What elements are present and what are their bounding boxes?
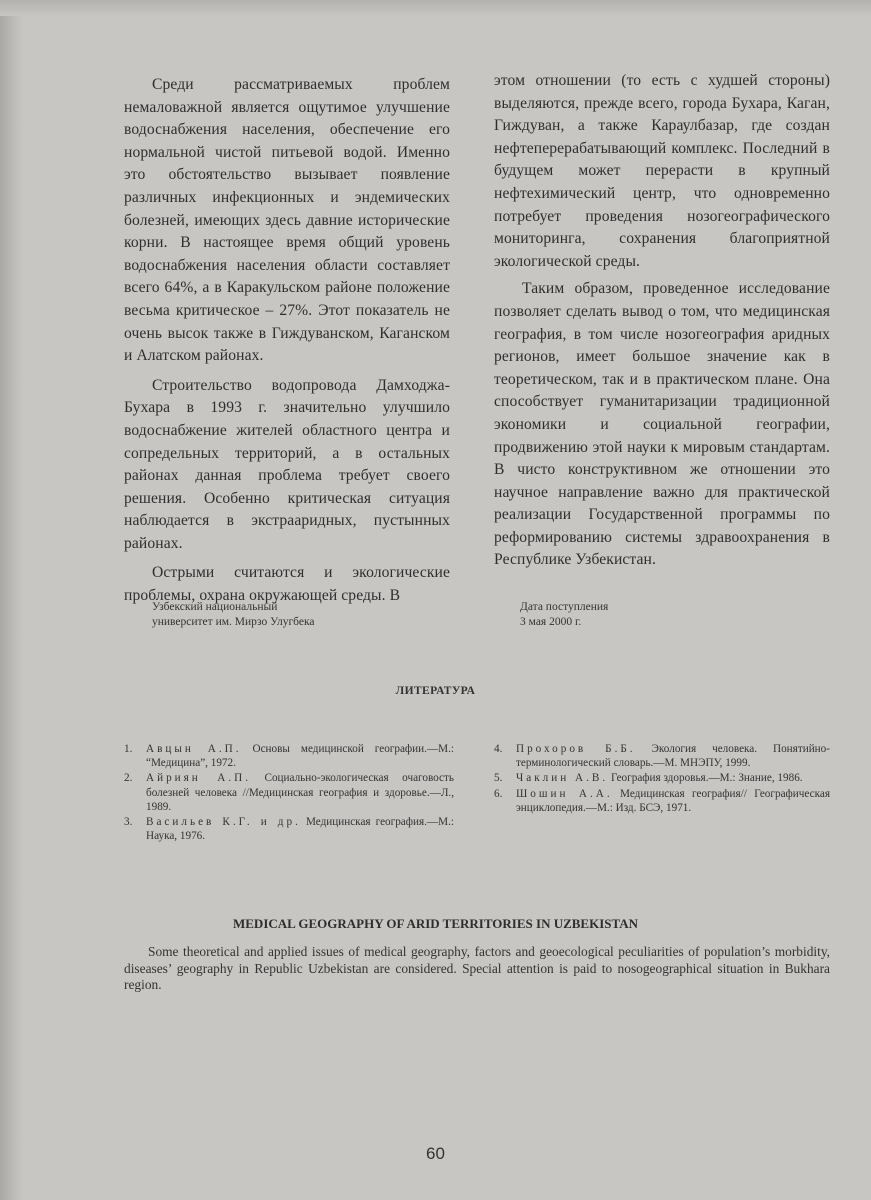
paragraph: Острыми считаются и экологические проблемы, охрана окружающей среды. В [124, 564, 450, 605]
reference-number: 3. [124, 816, 133, 829]
reference-item [494, 742, 830, 770]
abstract-text: Some theoretical and applied issues of medical geography, factors and geoecological peculiarities of population’s morbidity, diseases’ geography in Republic Uzbekistan are considered. Special attention is paid to nosogeographical situation in Bukhara region. [124, 944, 830, 992]
reference-list-left [124, 742, 454, 844]
reference-text: Медицинская география.—М.: Наука, 1976. [146, 816, 454, 843]
paragraph: Таким образом, проведенное исследование позволяет сделать вывод о том, что медицинская география, в том числе нозогеография аридных регионов, имеет большое значение как в теоретическом, так и в практическом плане. Она способствует гуманитаризации традиционной экономики и социальной географии, продвижению этой науки к мировым стандартам. В чисто конструктивном же отношении это научное направление важно для практической реализации Государственной программы по реформированию системы здравоохранения в Республике Узбекистан. [494, 280, 830, 569]
reference-author: Авцын А.П. [146, 743, 242, 755]
reference-author: Шошин А.А. [516, 787, 613, 800]
reference-text: Медицинская география// Географическая энциклопедия.—М.: Изд. БСЭ, 1971. [516, 787, 830, 814]
reference-text: Социально-экологическая очаговость болезней человека //Медицинская география и здоровье.—Л., 1989. [146, 772, 454, 813]
reference-item [494, 771, 830, 785]
reference-item [124, 815, 454, 843]
received-label: Дата поступления [520, 601, 609, 613]
reference-author: Прохоров Б.Б. [516, 743, 636, 755]
page-top-shadow [0, 0, 871, 16]
reference-author: Айриян А.П. [146, 772, 252, 785]
reference-text: Основы медицинской географии.—М.: “Медицина”, 1972. [146, 743, 454, 770]
received-date [520, 600, 720, 629]
affiliation-line: Узбекский национальный [152, 601, 278, 613]
reference-author: Васильев К.Г. и др. [146, 816, 301, 829]
page-number: 60 [426, 1144, 445, 1163]
body-column-left [124, 74, 450, 608]
reference-list-right [494, 742, 830, 816]
body-column-right [494, 70, 830, 572]
reference-number: 6. [494, 787, 503, 800]
literature-heading: ЛИТЕРАТУРА [395, 685, 476, 697]
reference-number: 4. [494, 743, 503, 755]
reference-author: Чаклин А.В. [516, 772, 609, 785]
paragraph: Строительство водопровода Дамходжа-Бухара в 1993 г. значительно улучшило водоснабжение жителей областного центра и сопредельных территорий, а в остальных районах данная проблема требует своего решения. Особенно критическая ситуация наблюдается в экстрааридных, пустынных районах. [124, 376, 450, 552]
page-edge-shadow [0, 0, 24, 1200]
reference-number: 2. [124, 772, 133, 785]
received-value: 3 мая 2000 г. [520, 615, 582, 628]
reference-item [124, 742, 454, 770]
author-affiliation [152, 600, 412, 629]
affiliation-line: университет им. Мирзо Улугбека [152, 615, 315, 628]
reference-number: 1. [124, 743, 133, 755]
reference-item [124, 771, 454, 814]
reference-text: Экология человека. Понятийно-терминологический словарь.—М. МНЭПУ, 1999. [516, 743, 830, 770]
reference-number: 5. [494, 772, 503, 785]
reference-text: География здоровья.—М.: Знание, 1986. [608, 772, 803, 785]
paragraph: этом отношении (то есть с худшей стороны) выделяются, прежде всего, города Бухара, Каган, Гиждуван, а также Караулбазар, где создан нефтеперерабатывающий комплекс. Последний в будущем может перерасти в крупный нефтехимический центр, что одновременно потребует проведения нозогеографического мониторинга, сохранения благоприятной экологической среды. [494, 72, 830, 270]
reference-item [494, 787, 830, 815]
abstract-title: MEDICAL GEOGRAPHY OF ARID TERRITORIES IN UZBEKISTAN [232, 916, 638, 931]
paragraph: Среди рассматриваемых проблем немаловажной является ощутимое улучшение водоснабжения населения, обеспечение его нормальной чистой питьевой водой. Именно это обстоятельство вызывает появление различных инфекционных и эндемических болезней, имеющих здесь давние исторические корни. В настоящее время общий уровень водоснабжения населения области составляет всего 64%, а в Каракульском районе положение весьма критическое – 27%. Этот показатель не очень высок также в Гиждуванском, Каганском и Алатском районах. [124, 76, 450, 365]
